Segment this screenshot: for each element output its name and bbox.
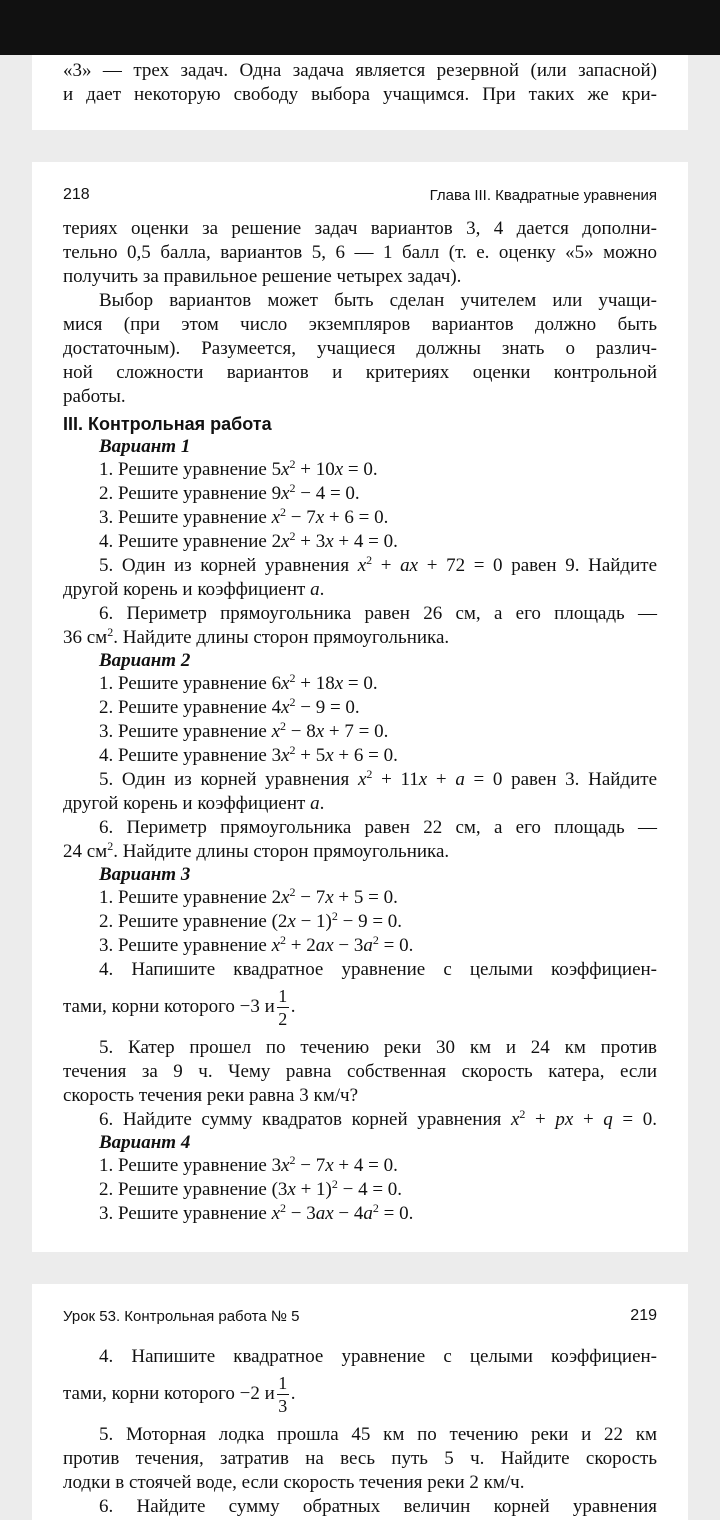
task-cont: течения за 9 ч. Чему равна собственная скорость катера, если <box>63 1061 657 1082</box>
task: 5. Катер прошел по течению реки 30 км и 24 км против <box>99 1037 657 1058</box>
task: 5. Моторная лодка прошла 45 км по течению реки и 22 км <box>99 1424 657 1445</box>
text-line: териях оценки за решение задач вариантов 3, 4 дается дополни- <box>63 218 657 239</box>
running-header: Глава III. Квадратные уравнения <box>429 186 657 204</box>
variant-title: Вариант 4 <box>99 1132 191 1153</box>
page-219 <box>32 1284 688 1520</box>
task: 2. Решите уравнение $4x^2 - 9 = 0$. <box>99 695 360 718</box>
task: 3. Решите уравнение $x^2 - 8x + 7 = 0$. <box>99 719 389 742</box>
text-line: ной сложности вариантов и критериях оценки контрольной <box>63 362 657 383</box>
variant-title: Вариант 2 <box>99 650 191 671</box>
task-cont: лодки в стоячей воде, если скорость течения реки 2 км/ч. <box>63 1472 525 1493</box>
text-line: Выбор вариантов может быть сделан учителем или учащи- <box>99 290 657 311</box>
fraction: $\frac{1}{2}$ <box>278 985 288 1029</box>
task-cont: тами, корни которого −2 и $\frac{1}{3}$ . <box>63 1372 296 1416</box>
task: 6. Найдите сумму квадратов корней уравнения $x^2$ + px + q = 0. <box>99 1107 658 1130</box>
text-line: «3» — трех задач. Одна задача является резервной (или запасной) <box>63 60 657 81</box>
task: 2. Решите уравнение $(2x - 1)^2 - 9 = 0$. <box>99 909 403 932</box>
task-cont: 24 $см^2$. Найдите длины сторон прямоугольника. <box>63 839 450 862</box>
task: 4. Решите уравнение $2x^2 + 3x + 4 = 0$. <box>99 529 398 552</box>
text-line: мися (при этом число экземпляров вариантов должно быть <box>63 314 657 335</box>
page-header <box>63 180 657 210</box>
task-cont: другой корень и коэффициент a. <box>63 793 325 814</box>
task: 1. Решите уравнение $5x^2 + 10x = 0$. <box>99 457 378 480</box>
task-cont: 36 $см^2$. Найдите длины сторон прямоугольника. <box>63 625 450 648</box>
page-header <box>63 1301 657 1331</box>
task-cont: скорость течения реки равна 3 км/ч? <box>63 1085 359 1106</box>
text-line: достаточным). Разумеется, учащиеся должны знать о различ- <box>63 338 657 359</box>
page-218 <box>32 162 688 1252</box>
task: 3. Решите уравнение $x^2 + 2ax - 3a^2 = 0$. <box>99 933 414 956</box>
text-line: работы. <box>63 386 126 407</box>
task: 5. Один из корней уравнения $x^2$ + ax + 72 = 0 равен 9. Найдите <box>99 553 658 576</box>
task: 5. Один из корней уравнения $x^2 + 11x + a = 0$ равен 3. Найдите <box>99 767 658 790</box>
variant-title: Вариант 3 <box>99 864 191 885</box>
page-number: 219 <box>630 1307 657 1324</box>
page-previous-fragment <box>32 55 688 130</box>
task: 4. Решите уравнение $3x^2 + 5x + 6 = 0$. <box>99 743 398 766</box>
text-line: тельно 0,5 балла, вариантов 5, 6 — 1 балл (т. е. оценку «5» можно <box>63 242 657 263</box>
running-header: Урок 53. Контрольная работа № 5 <box>63 1307 300 1325</box>
task: 3. Решите уравнение $x^2 - 3ax - 4a^2 = 0$. <box>99 1201 414 1224</box>
status-bar <box>0 0 720 55</box>
fraction: $\frac{1}{3}$ <box>278 1372 288 1416</box>
text-line: и дает некоторую свободу выбора учащимся. При таких же кри- <box>63 84 657 105</box>
variant-title: Вариант 1 <box>99 436 191 457</box>
task: 2. Решите уравнение $9x^2 - 4 = 0$. <box>99 481 360 504</box>
task-cont: против течения, затратив на весь путь 5 ч. Найдите скорость <box>63 1448 657 1469</box>
task: 4. Напишите квадратное уравнение с целыми коэффициен- <box>99 1346 657 1367</box>
section-title: III. Контрольная работа <box>63 414 272 434</box>
task: 2. Решите уравнение $(3x + 1)^2 - 4 = 0$. <box>99 1177 403 1200</box>
task: 1. Решите уравнение $2x^2 - 7x + 5 = 0$. <box>99 885 398 908</box>
page-number: 218 <box>63 186 90 203</box>
task: 1. Решите уравнение $6x^2 + 18x = 0$. <box>99 671 378 694</box>
task: 6. Периметр прямоугольника равен 26 см, а его площадь — <box>99 603 657 624</box>
task: 4. Напишите квадратное уравнение с целыми коэффициен- <box>99 959 657 980</box>
task: 6. Найдите сумму обратных величин корней уравнения <box>99 1496 657 1517</box>
text-line: получить за правильное решение четырех задач). <box>63 266 462 287</box>
task-cont: тами, корни которого −3 и $\frac{1}{2}$ . <box>63 985 296 1029</box>
task: 6. Периметр прямоугольника равен 22 см, а его площадь — <box>99 817 657 838</box>
task-cont: другой корень и коэффициент a. <box>63 579 325 600</box>
task: 3. Решите уравнение $x^2 - 7x + 6 = 0$. <box>99 505 389 528</box>
task: 1. Решите уравнение $3x^2 - 7x + 4 = 0$. <box>99 1153 398 1176</box>
